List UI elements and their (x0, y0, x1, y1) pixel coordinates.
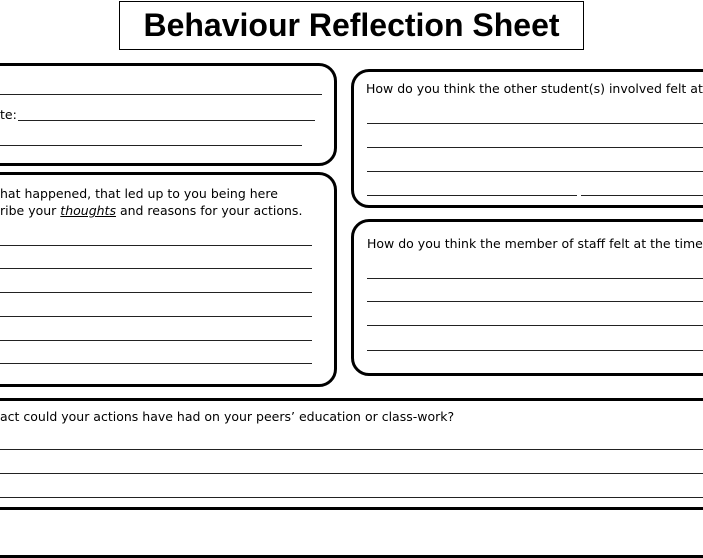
staff-prompt: How do you think the member of staff felt at the time (367, 236, 703, 251)
staff-line-2[interactable] (367, 301, 703, 302)
prompt-text-prefix: ribe your (0, 203, 61, 218)
impact-line-3[interactable] (0, 497, 703, 498)
prompt-text-suffix: and reasons for your actions. (115, 203, 303, 218)
what-happened-line-6[interactable] (0, 363, 312, 364)
other-students-line-3[interactable] (367, 171, 703, 172)
what-happened-prompt-line1: hat happened, that led up to you being here (0, 186, 278, 201)
other-students-prompt: How do you think the other student(s) involved felt at (366, 81, 703, 96)
other-students-line-4b[interactable] (581, 195, 703, 196)
staff-line-4[interactable] (367, 350, 703, 351)
other-students-line-1[interactable] (367, 123, 703, 124)
bottom-border (0, 507, 703, 510)
what-happened-line-5[interactable] (0, 340, 312, 341)
staff-line-1[interactable] (367, 278, 703, 279)
other-students-line-2[interactable] (367, 147, 703, 148)
date-label: te: (0, 107, 17, 122)
details-line[interactable] (0, 145, 302, 146)
what-happened-line-3[interactable] (0, 292, 312, 293)
thoughts-emphasis: thoughts (60, 203, 116, 218)
page-title: Behaviour Reflection Sheet (119, 1, 584, 50)
what-happened-prompt-line2 (0, 203, 302, 218)
details-panel (0, 63, 337, 166)
date-line[interactable] (18, 120, 315, 121)
what-happened-line-4[interactable] (0, 316, 312, 317)
name-line[interactable] (0, 94, 322, 95)
what-happened-line-2[interactable] (0, 268, 312, 269)
staff-line-3[interactable] (367, 325, 703, 326)
impact-line-1[interactable] (0, 449, 703, 450)
impact-prompt: act could your actions have had on your peers’ education or class-work? (0, 409, 455, 424)
impact-line-2[interactable] (0, 473, 703, 474)
what-happened-line-1[interactable] (0, 245, 312, 246)
other-students-line-4a[interactable] (367, 195, 577, 196)
